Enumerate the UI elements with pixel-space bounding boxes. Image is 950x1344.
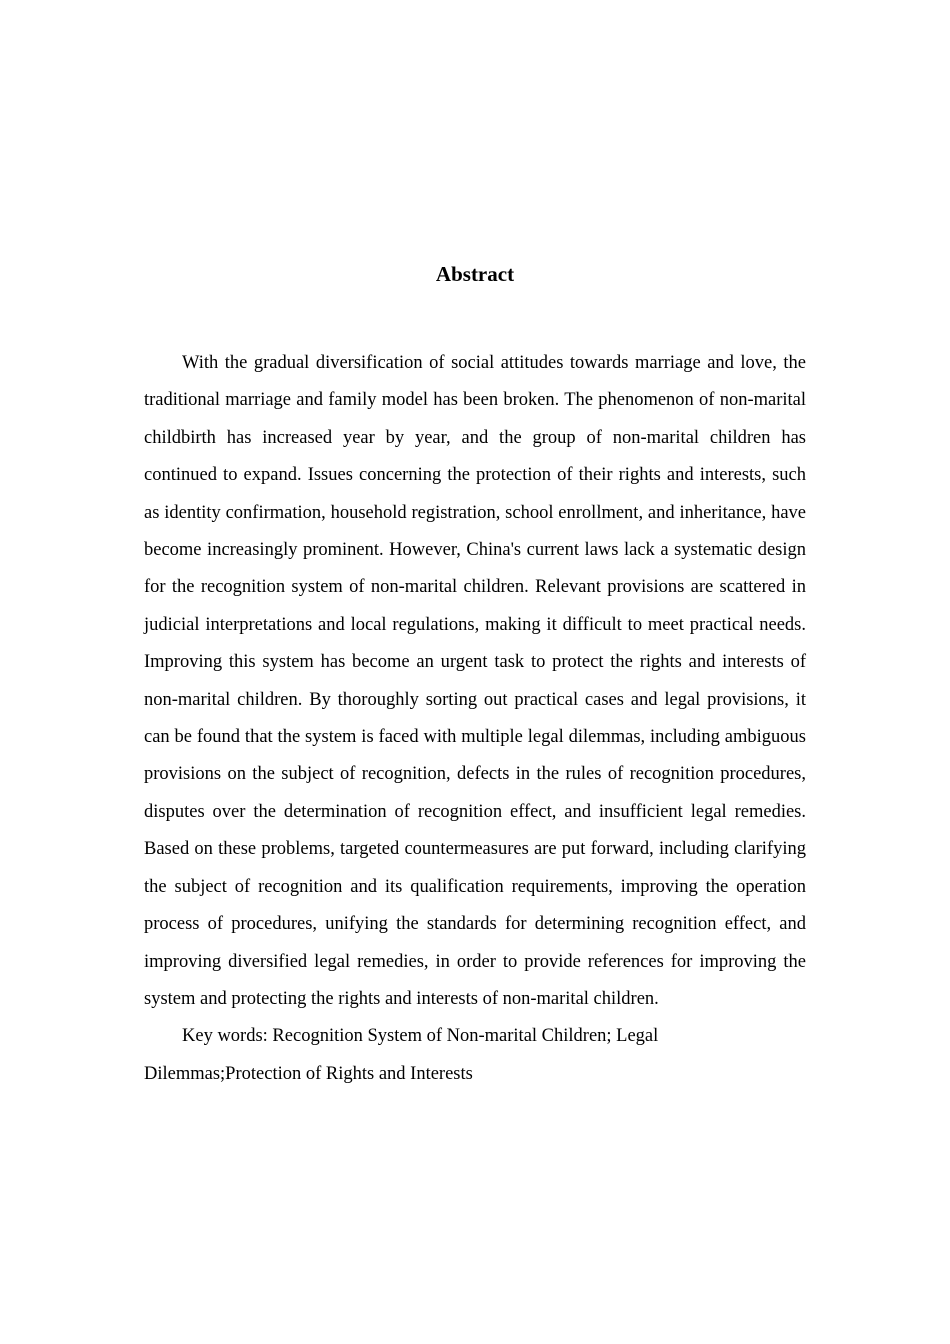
keywords-line: Key words: Recognition System of Non-marital Children; Legal Dilemmas;Protection of Rights and Interests [144, 1026, 659, 1084]
abstract-paragraph: With the gradual diversification of social attitudes towards marriage and love, the traditional marriage and family model has been broken. The phenomenon of non-marital childbirth has increased year by year, and the group of non-marital children has continued to expand. Issues concerning the protection of their rights and interests, such as identity confirmation, household registration, school enrollment, and inheritance, have become increasingly prominent. However, China's current laws lack a systematic design for the recognition system of non-marital children. Relevant provisions are scattered in judicial interpretations and local regulations, making it difficult to meet practical needs. Improving this system has become an urgent task to protect the rights and interests of non-marital children. By thoroughly sorting out practical cases and legal provisions, it can be found that the system is faced with multiple legal dilemmas, including ambiguous provisions on the subject of recognition, defects in the rules of recognition procedures, disputes over the determination of recognition effect, and insufficient legal remedies. Based on these problems, targeted countermeasures are put forward, including clarifying the subject of recognition and its qualification requirements, improving the operation process of procedures, unifying the standards for determining recognition effect, and improving diversified legal remedies, in order to provide references for improving the system and protecting the rights and interests of non-marital children. [144, 353, 806, 1009]
abstract-title: Abstract [435, 262, 515, 286]
abstract-body [144, 345, 806, 1093]
